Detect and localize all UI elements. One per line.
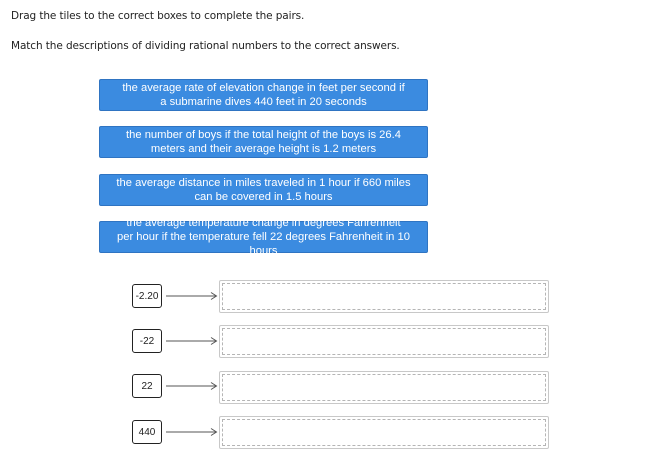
answer-label: 22 bbox=[132, 374, 162, 398]
drop-target[interactable] bbox=[219, 280, 549, 313]
tile-text-line: can be covered in 1.5 hours bbox=[194, 191, 333, 203]
arrow-right-icon bbox=[166, 427, 218, 437]
drop-target[interactable] bbox=[219, 371, 549, 404]
instruction-match-descriptions: Match the descriptions of dividing rational numbers to the correct answers. bbox=[11, 40, 400, 52]
tile-submarine-elevation-rate[interactable] bbox=[99, 79, 428, 111]
instruction-drag-tiles: Drag the tiles to the correct boxes to complete the pairs. bbox=[11, 10, 305, 22]
tile-temperature-change[interactable] bbox=[99, 217, 428, 257]
tile-text-line: meters and their average height is 1.2 meters bbox=[150, 143, 377, 155]
answer-label: 440 bbox=[132, 420, 162, 444]
tile-number-of-boys[interactable] bbox=[99, 126, 428, 158]
tile-text-line: the number of boys if the total height of the boys is 26.4 bbox=[126, 129, 401, 141]
tile-text-line: the average temperature change in degrees Fahrenheit bbox=[126, 217, 401, 229]
arrow-right-icon bbox=[166, 291, 218, 301]
drop-target[interactable] bbox=[219, 416, 549, 449]
tile-text-line: per hour if the temperature fell 22 degrees Fahrenheit in 10 hours bbox=[117, 231, 410, 257]
drop-target[interactable] bbox=[219, 325, 549, 358]
tile-text-line: a submarine dives 440 feet in 20 seconds bbox=[160, 96, 367, 108]
answer-label: -2.20 bbox=[132, 284, 162, 308]
answer-label: -22 bbox=[132, 329, 162, 353]
tile-text-line: the average distance in miles traveled in 1 hour if 660 miles bbox=[116, 177, 411, 189]
tile-text-line: the average rate of elevation change in feet per second if bbox=[122, 82, 405, 94]
arrow-right-icon bbox=[166, 381, 218, 391]
tile-average-distance[interactable] bbox=[99, 174, 428, 206]
arrow-right-icon bbox=[166, 336, 218, 346]
